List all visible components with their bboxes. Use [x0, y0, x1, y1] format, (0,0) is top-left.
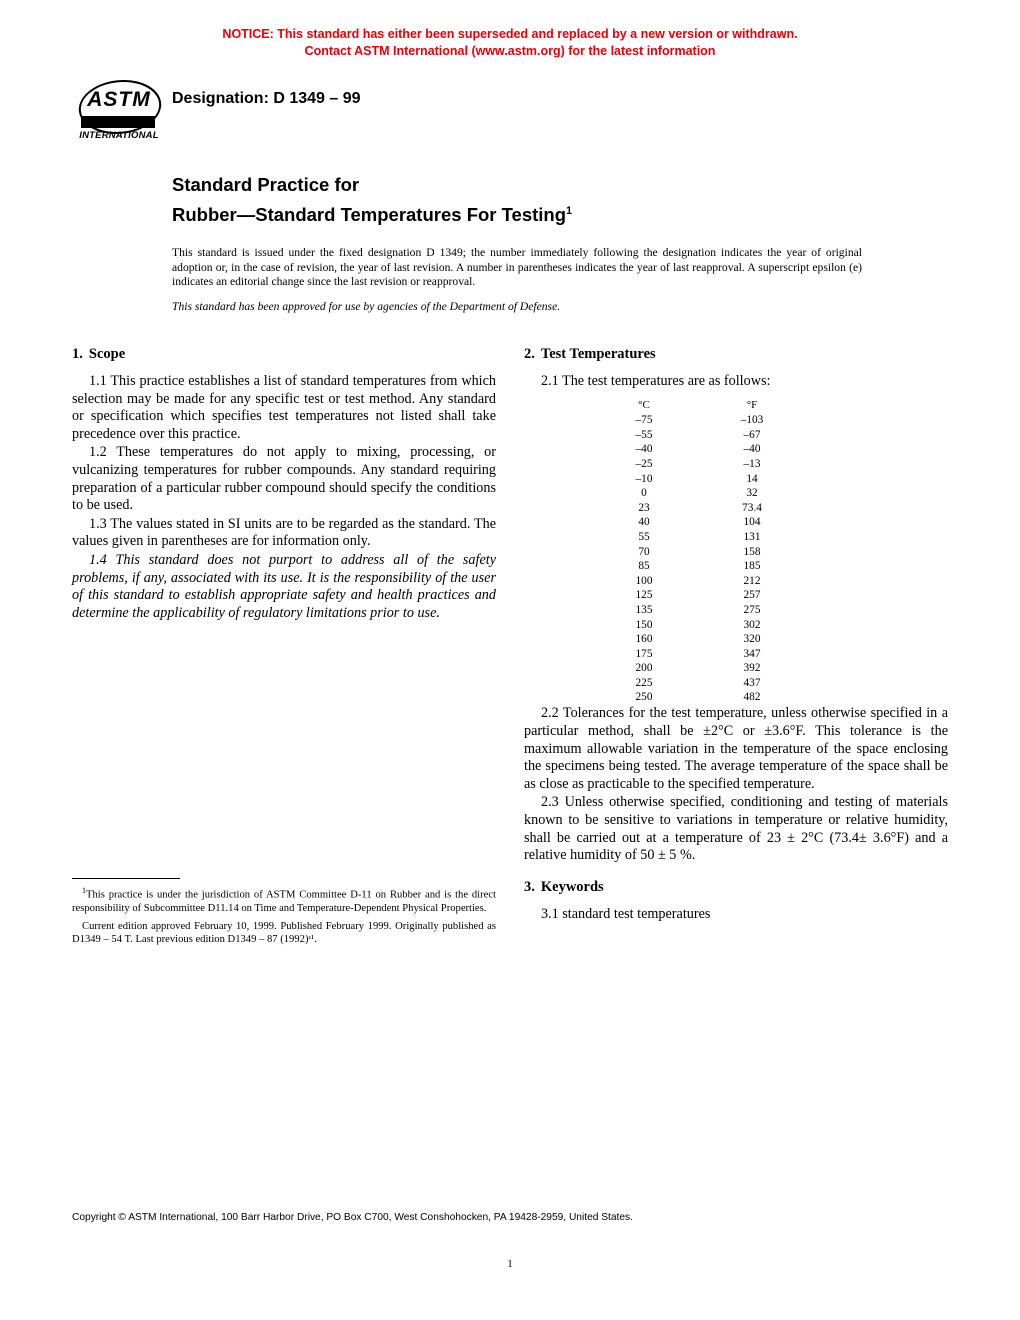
scope-paragraph-1-2: 1.2 These temperatures do not apply to mixing, processing, or vulcanizing temperatures for rubber compounds. Any standard requiring preparation of a particular rubber compound should specify the conditions to be used.	[72, 444, 496, 514]
section-number-scope: 1.	[72, 346, 83, 362]
table-row	[590, 589, 806, 604]
cell-celsius: 125	[635, 589, 653, 602]
table-row	[590, 603, 806, 618]
copyright-notice: Copyright © ASTM International, 100 Barr Harbor Drive, PO Box C700, West Conshohocken, PA 19428-2959, United States.	[72, 1212, 633, 1223]
astm-logo-icon	[75, 78, 163, 150]
table-row	[590, 443, 806, 458]
table-row	[590, 574, 806, 589]
table-row	[590, 516, 806, 531]
cell-fahrenheit: 131	[743, 530, 761, 543]
test-temperatures-paragraph-2-2: 2.2 Tolerances for the test temperature, unless otherwise specified in a particular method, shall be ±2°C or ±3.6°F. This tolerance is the maximum allowable variation in the temperature of the space enclosing the specimens being tested. The average temperature of the space shall be as close as practicable to the specified temperature.	[524, 705, 948, 792]
cell-celsius: 0	[641, 487, 647, 500]
temperature-table	[590, 399, 806, 706]
standard-issue-note: This standard is issued under the fixed designation D 1349; the number immediately following the designation indicates the year of original adoption or, in the case of revision, the year of last revision. A number in parentheses indicates the year of last reapproval. A superscript epsilon (e) indicates an editorial change since the last revision or reapproval.	[172, 246, 862, 289]
footnote-jurisdiction	[72, 884, 496, 915]
cell-fahrenheit: 212	[743, 574, 761, 587]
table-row	[590, 647, 806, 662]
section-title-keywords: Keywords	[540, 878, 604, 895]
logo-bar-shape	[81, 116, 155, 128]
cell-fahrenheit: 482	[743, 691, 761, 704]
cell-fahrenheit: –67	[743, 428, 761, 441]
cell-celsius: 40	[638, 516, 650, 529]
cell-celsius: 55	[638, 530, 650, 543]
section-heading-keywords	[524, 879, 948, 896]
logo-wordmark: ASTM	[87, 88, 151, 111]
scope-paragraph-1-1: 1.1 This practice establishes a list of standard temperatures from which selection may be made for any specific test or test method. Any standard or specification which specifies test temperatures not listed shall take precedence over this practice.	[72, 373, 496, 442]
table-row	[590, 530, 806, 545]
column-header-celsius: °C	[638, 398, 650, 411]
table-row	[590, 487, 806, 502]
footnote-divider	[72, 878, 180, 879]
cell-fahrenheit: 73.4	[742, 501, 762, 514]
section-heading-scope	[72, 346, 496, 363]
test-temperatures-intro: 2.1 The test temperatures are as follows:	[541, 373, 771, 389]
table-row	[590, 560, 806, 575]
cell-celsius: –25	[635, 457, 653, 470]
cell-fahrenheit: 302	[743, 618, 761, 631]
cell-fahrenheit: 185	[743, 560, 761, 573]
section-title-test-temperatures: Test Temperatures	[540, 346, 656, 362]
cell-celsius: 225	[635, 676, 653, 689]
table-row	[590, 428, 806, 443]
section-title-scope: Scope	[88, 346, 126, 362]
footnote-edition: Current edition approved February 10, 1999. Published February 1999. Originally published as D1349 – 54 T. Last previous edition D1349 – 87 (1992)ᵋ¹.	[72, 920, 496, 946]
withdrawal-notice	[0, 26, 1020, 60]
notice-line-1: NOTICE: This standard has either been superseded and replaced by a new version or withdrawn.	[222, 27, 798, 41]
cell-celsius: 175	[635, 647, 653, 660]
title-line-2: Rubber—Standard Temperatures For Testing	[172, 204, 567, 226]
cell-fahrenheit: 320	[743, 633, 761, 646]
cell-fahrenheit: 158	[743, 545, 761, 558]
test-temperatures-paragraph-2-3: 2.3 Unless otherwise specified, conditioning and testing of materials known to be sensitive to variations in temperature or relative humidity, shall be carried out at a temperature of 23 ± 2°C (73.4± 3.6°F) and a relative humidity of 50 ± 5 %.	[524, 794, 948, 864]
cell-celsius: –55	[635, 428, 653, 441]
section-heading-test-temperatures	[524, 346, 948, 363]
cell-fahrenheit: 347	[743, 647, 761, 660]
cell-fahrenheit: 392	[743, 662, 761, 675]
title-footnote-marker: 1	[566, 205, 573, 217]
table-row	[590, 618, 806, 633]
table-row	[590, 662, 806, 677]
document-header	[75, 78, 945, 158]
cell-celsius: 23	[638, 501, 650, 514]
title-line-2-wrapper	[172, 198, 872, 228]
table-header-row	[590, 399, 806, 414]
designation-label: Designation: D 1349 – 99	[172, 90, 361, 107]
cell-fahrenheit: 104	[743, 516, 761, 529]
scope-paragraph-1-3: 1.3 The values stated in SI units are to be regarded as the standard. The values given in parentheses are for information only.	[72, 515, 496, 550]
dod-approval-note: This standard has been approved for use by agencies of the Department of Defense.	[172, 300, 561, 313]
cell-celsius: –10	[635, 472, 653, 485]
cell-fahrenheit: 257	[743, 589, 761, 602]
column-header-fahrenheit: °F	[746, 398, 758, 411]
cell-celsius: 85	[638, 560, 650, 573]
temperature-table-body	[590, 414, 806, 706]
logo-subtext: INTERNATIONAL	[79, 130, 159, 141]
table-row	[590, 472, 806, 487]
table-row	[590, 414, 806, 429]
left-column	[72, 346, 496, 623]
section-number-test-temperatures: 2.	[524, 346, 535, 362]
table-row	[590, 501, 806, 516]
table-row	[590, 545, 806, 560]
cell-fahrenheit: –13	[743, 457, 761, 470]
title-line-1: Standard Practice for	[172, 174, 360, 195]
cell-celsius: 250	[635, 691, 653, 704]
cell-celsius: 150	[635, 618, 653, 631]
cell-fahrenheit: 437	[743, 676, 761, 689]
keywords-paragraph: 3.1 standard test temperatures	[541, 905, 711, 922]
table-row	[590, 457, 806, 472]
table-row	[590, 676, 806, 691]
cell-celsius: 160	[635, 633, 653, 646]
cell-celsius: –40	[635, 443, 653, 456]
section-number-keywords: 3.	[524, 878, 535, 895]
table-row	[590, 691, 806, 706]
cell-fahrenheit: –103	[740, 414, 764, 427]
cell-fahrenheit: 32	[746, 487, 758, 500]
document-title	[172, 172, 872, 228]
cell-celsius: –75	[635, 414, 653, 427]
page-number: 1	[507, 1258, 513, 1270]
footnote-marker: 1	[82, 886, 86, 895]
notice-line-2: Contact ASTM International (www.astm.org) for the latest information	[304, 44, 716, 58]
scope-paragraph-1-4: 1.4 This standard does not purport to address all of the safety problems, if any, associated with its use. It is the responsibility of the user of this standard to establish appropriate safety and health practices and determine the applicability of regulatory limitations prior to use.	[72, 551, 496, 621]
cell-fahrenheit: 275	[743, 603, 761, 616]
cell-celsius: 100	[635, 574, 653, 587]
cell-fahrenheit: –40	[743, 443, 761, 456]
cell-celsius: 135	[635, 603, 653, 616]
footnote-block	[72, 884, 496, 951]
cell-fahrenheit: 14	[746, 472, 758, 485]
cell-celsius: 70	[638, 545, 650, 558]
table-row	[590, 633, 806, 648]
footnote-jurisdiction-text: This practice is under the jurisdiction of ASTM Committee D-11 on Rubber and is the direct responsibility of Subcommittee D11.14 on Time and Temperature-Dependent Physical Properties.	[72, 889, 496, 914]
right-column	[524, 346, 948, 924]
cell-celsius: 200	[635, 662, 653, 675]
